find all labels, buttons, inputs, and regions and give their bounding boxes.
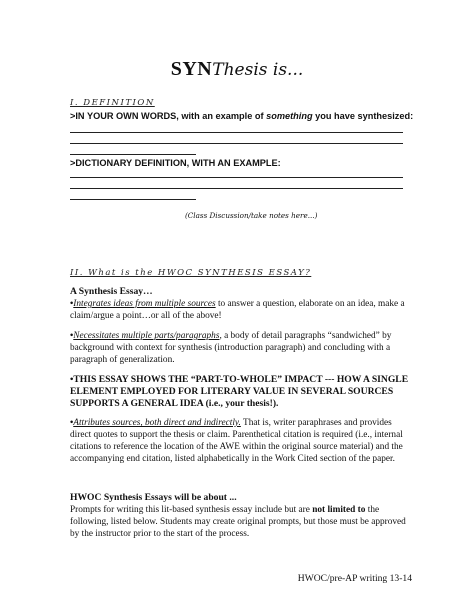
class-discussion-note: (Class Discussion/take notes here...) — [185, 211, 318, 220]
essay-label: A Synthesis Essay… — [70, 286, 153, 297]
bullet-attributes-link: Attributes sources, both direct and indirectly. — [73, 418, 241, 428]
answer-line — [70, 132, 403, 133]
bullet-integrates-text: to answer a question, elaborate on an idea, make a claim/argue a point…or all of the above! — [70, 299, 405, 321]
bullet-part-to-whole-text: THIS ESSAY SHOWS THE “PART-TO-WHOLE” IMPACT --- HOW A SINGLE ELEMENT EMPLOYED FOR LITERARY VALUE IN SEVERAL SOURCES SUPPORTS A GENERAL IDEA (i.e., your thesis!). — [70, 374, 409, 409]
bullet-attributes-text: That is, writer paraphrases and provides direct quotes to support the thesis or claim. Parenthetical citation is required (i.e., internal citations to reference the location of the AWE within the original source material) and the accompanying end citation, listed alphabetically in the Work Cited section of the paper. — [70, 418, 403, 464]
answer-line — [70, 177, 403, 178]
prompts-text-start: Prompts for writing this lit-based synthesis essay include but are — [70, 505, 313, 515]
page-footer: HWOC/pre-AP writing 13-14 — [297, 573, 412, 584]
bullet-necessitates: •Necessitates multiple parts/paragraphs, a body of detail paragraphs “sandwiched” by background with context for synthesis (introduction paragraph) and concluding with a paragraph of generalization. — [70, 331, 392, 365]
bullet-part-to-whole: •THIS ESSAY SHOWS THE “PART-TO-WHOLE” IMPACT --- HOW A SINGLE ELEMENT EMPLOYED FOR LITERARY VALUE IN SEVERAL SOURCES SUPPORTS A GENERAL IDEA (i.e., your thesis!). — [70, 374, 409, 409]
prompt-own-words-italic: something — [266, 111, 313, 121]
title-thesis: Thesis is... — [212, 60, 304, 80]
bullet-integrates: •Integrates ideas from multiple sources to answer a question, elaborate on an idea, make a claim/argue a point…or all of the above! — [70, 299, 405, 321]
bullet-integrates-link: Integrates ideas from multiple sources — [73, 299, 216, 309]
section-essay-heading: II. What is the HWOC SYNTHESIS ESSAY? — [70, 268, 312, 278]
answer-line — [70, 188, 403, 189]
bullet-necessitates-link: Necessitates multiple parts/paragraphs — [73, 331, 220, 341]
prompts-paragraph — [70, 504, 410, 540]
prompt-own-words — [70, 111, 414, 121]
bullet-attributes: •Attributes sources, both direct and indirectly. That is, writer paraphrases and provides direct quotes to support the thesis or claim. Parenthetical citation is required (i.e., internal citations to reference the location of the AWE within the original source material) and the accompanying end citation, listed alphabetically in the Work Cited section of the paper. — [70, 418, 403, 464]
page-title — [0, 58, 474, 81]
answer-line — [70, 143, 403, 144]
bullet-necessitates-text: , a body of detail paragraphs “sandwiched” by background with context for synthesis (introduction paragraph) and concluding with a paragraph of generalization. — [70, 331, 392, 365]
synthesis-about-heading: HWOC Synthesis Essays will be about ... — [70, 492, 237, 503]
prompts-text-end: the following, listed below. Students may create original prompts, but those must be approved by the instructor prior to the start of the process. — [70, 505, 406, 539]
answer-line — [70, 199, 196, 200]
prompt-dictionary: >DICTIONARY DEFINITION, WITH AN EXAMPLE: — [70, 158, 281, 168]
answer-line — [70, 154, 196, 155]
title-syn: SYN — [170, 58, 213, 80]
prompts-text-bold: not limited to — [312, 505, 366, 515]
section-definition-heading: I. DEFINITION — [70, 98, 155, 108]
prompt-own-words-end: you have synthesized: — [312, 111, 414, 121]
prompt-own-words-start: >IN YOUR OWN WORDS, with an example of — [70, 111, 267, 121]
